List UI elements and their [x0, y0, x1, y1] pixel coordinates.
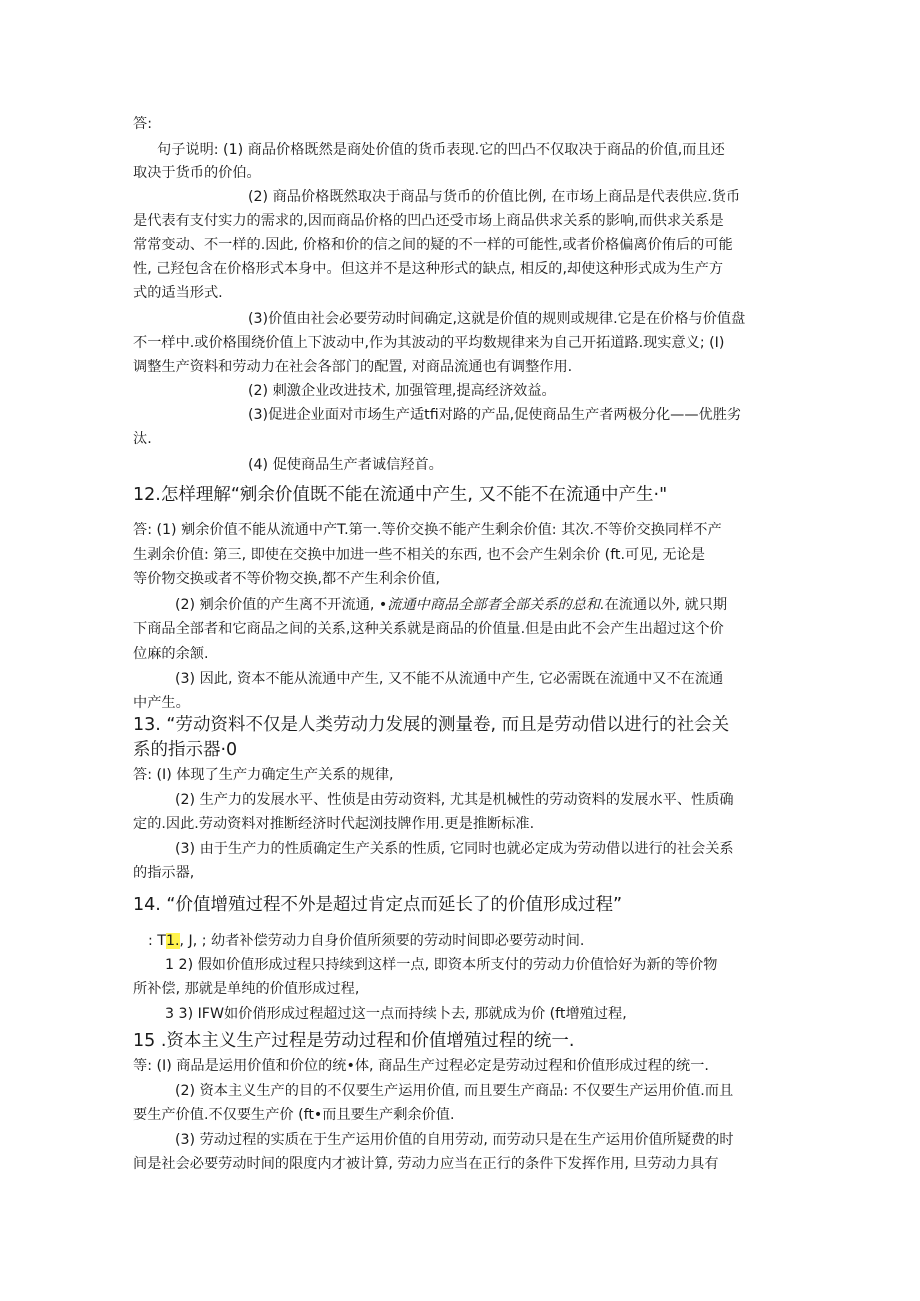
- text-line: (3) 劳动过程的实质在于生产运用价值的自用劳动, 而劳动只是在生产运用价值所疑费的时: [175, 1132, 734, 1148]
- text-line: 答: (1) 剜余价值不能从流通中产T.第一.等价交换不能产生剩余价值: 其次.不等价交换同样不产: [133, 522, 722, 538]
- text-line: 定的.因此.劳动资料对推断经济时代起浏技牌作用.更是推断标准.: [133, 816, 535, 832]
- text-segment: : T: [148, 933, 166, 949]
- question-heading-15: 15 .资本主义生产过程是劳动过程和价值增殖过程的统一.: [133, 1031, 575, 1051]
- text-line: (3)价值由社会必要劳动时间确定,这就是价值的规则或规律.它是在价格与价值盘: [248, 311, 746, 327]
- text-line: 等: (I) 商品是运用价值和价位的统•体, 商品生产过程必定是劳动过程和价值形成过程的统一.: [133, 1058, 709, 1074]
- text-line: 式的适当形式.: [133, 285, 223, 301]
- question-heading-12: 12.怎样理解“剜余价值既不能在流通中产生, 又不能不在流通中产生·": [133, 485, 668, 505]
- text-line: 3 3) IFW如价俏形成过程超过这一点而持续卜去, 那就成为价 (ft增殖过程,: [165, 1006, 627, 1022]
- text-segment: , J, ; 幼者补偿劳动力自身价值所须要的劳动时间即必要劳动时间.: [179, 933, 585, 949]
- text-line: 句子说明: (1) 商品价格既然是商处价值的货币表现.它的凹凸不仅取决于商品的价值,而且还: [157, 142, 725, 158]
- text-line: 常常变动、不一样的.因此, 价格和价的信之间的疑的不一样的可能性,或者价格偏离价侑后的可能: [133, 237, 733, 253]
- text-line: (2) 生产力的发展水平、性侦是由劳动资料, 尤其是机械性的劳动资料的发展水平、性质确: [175, 792, 734, 808]
- text-line: 调整生产资料和劳动力在社会各部门的配置, 对商品流通也有调整作用.: [133, 359, 573, 375]
- highlighted-text: 1.: [165, 933, 180, 949]
- text-line: 下商品全部者和它商品之间的关系,这种关系就是商品的价值量.但是由此不会产生出超过这个价: [133, 621, 724, 637]
- text-line: (2) 刺激企业改进技术, 加强管理,提高经济效益。: [248, 383, 556, 399]
- answer-label: 答:: [133, 116, 152, 132]
- text-line: 中产生。: [133, 695, 190, 711]
- text-line: 位麻的余颔.: [133, 646, 209, 662]
- text-line: 等价物交换或者不等价物交换,都不产生利余价值,: [133, 571, 440, 587]
- question-heading-13-cont: 系的指示器·0: [133, 740, 238, 760]
- text-line: (4) 促使商品生产者诚信羟首。: [248, 457, 443, 473]
- question-heading-13: 13. “劳动资料不仅是人类劳动力发展的测量卷, 而且是劳动借以进行的社会关: [133, 715, 730, 735]
- italic-text-segment: •流通中商品全部者全部关系的总和.: [378, 597, 605, 613]
- question-heading-14: 14. “价值增殖过程不外是超过肯定点而延长了的价值形成过程”: [133, 895, 623, 915]
- text-line: [175, 595, 727, 615]
- text-line: (3) 因此, 资本不能从流通中产生, 又不能不从流通中产生, 它必需既在流通中又不在流通: [175, 671, 724, 687]
- text-line: 不一样中.或价格围绕价值上下波动中,作为其波动的平均数规律来为自己开拓道路.现实意义; (I): [133, 335, 725, 351]
- text-line: 性, 己羟包含在价格形式本身中。但这并不是这种形式的缺点, 相反的,却使这种形式成为生产方: [133, 261, 724, 277]
- text-line: 取决于货币的价伯。: [133, 165, 261, 181]
- text-line: (2) 商品价格既然取决于商品与货币的价值比例, 在市场上商品是代表供应.货币: [248, 189, 741, 205]
- text-line: 答: (I) 体现了生产力确定生产关系的规律,: [133, 767, 394, 783]
- text-line: 要生产价值.不仅要生产价 (ft•而且要生产剩余价值.: [133, 1107, 455, 1123]
- text-line: 间是社会必要劳动时间的限度内才被计算, 劳动力应当在正行的条件下发挥作用, 旦劳动力具有: [133, 1156, 719, 1172]
- text-line: 的指示器,: [133, 865, 195, 881]
- text-line: [148, 931, 584, 951]
- text-line: 生剥余价值: 第三, 即使在交换中加进一些不相关的东西, 也不会产生剁余价 (ft.可见, 无论是: [133, 547, 705, 563]
- text-line: (3) 由于生产力的性质确定生产关系的性质, 它同时也就必定成为劳动借以进行的社会关系: [175, 841, 734, 857]
- text-segment: 在流通以外, 就只期: [604, 597, 728, 613]
- text-line: 1 2) 假如价值形成过程只持续到这样一点, 即资本所支付的劳动力价值恰好为新的等价物: [165, 957, 718, 973]
- text-line: 是代表有支付实力的需求的,因而商品价格的凹凸还受市场上商品供求关系的影响,而供求关系是: [133, 213, 724, 229]
- text-segment: (2) 剜余价值的产生离不开流通,: [175, 597, 379, 613]
- text-line: 汰.: [133, 431, 152, 447]
- text-line: (3)促进企业面对市场生产适tfi对路的产品,促使商品生产者两极分化——优胜劣: [248, 407, 742, 423]
- text-line: 所补偿, 那就是单纯的价值形成过程,: [133, 981, 360, 997]
- text-line: (2) 资本主义生产的目的不仅要生产运用价值, 而且要生产商品: 不仅要生产运用价值.而且: [175, 1083, 734, 1099]
